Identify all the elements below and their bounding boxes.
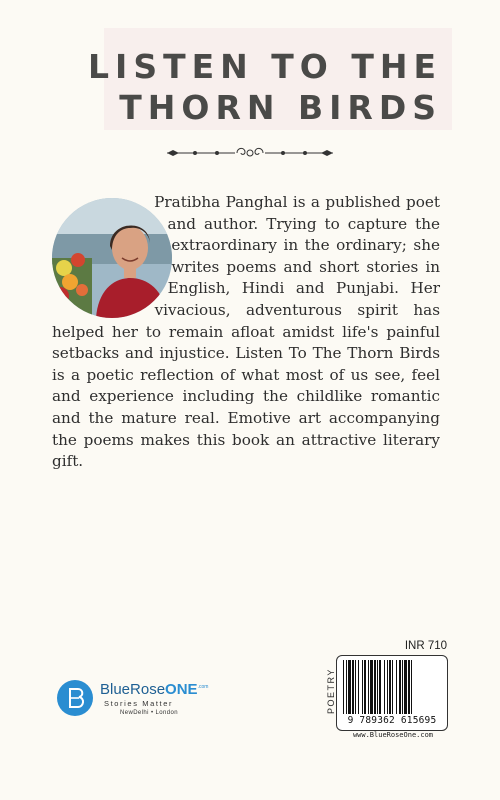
publisher-website: www.BlueRoseOne.com	[352, 731, 434, 739]
back-cover-blurb	[52, 192, 440, 473]
barcode-box	[336, 655, 448, 731]
publisher-name-part2: ONE	[165, 681, 198, 698]
ornament-divider-icon	[165, 144, 335, 162]
publisher-name-part1: BlueRose	[100, 681, 166, 698]
bluerose-logo-icon	[57, 680, 93, 716]
blurb-text: Pratibha Panghal is a published poet and author. Trying to capture the extraordinary in the ordinary; she writes poems and short stories in English, Hindi and Punjabi. Her vivacious, adventurous spirit has helped her to remain afloat amidst life's painful setbacks and injustice. Listen To The Thorn Birds is a poetic reflection of what most of us see, feel and experience including the childlike romantic and the mature real. Emotive art accompanying the poems makes this book an attractive literary gift.	[52, 193, 440, 471]
book-title	[88, 46, 442, 128]
isbn-barcode-icon	[342, 660, 442, 714]
book-title-line-1: LISTEN TO THE	[88, 47, 442, 86]
price-label: INR 710	[404, 640, 447, 652]
book-title-line-2: THORN BIRDS	[119, 88, 442, 127]
isbn-digits: 9 789362 615695	[347, 715, 437, 726]
publisher-cities: NewDelhi • London	[120, 710, 178, 716]
publisher-name	[100, 681, 208, 698]
genre-label: POETRY	[326, 668, 336, 714]
publisher-name-suffix: .com	[197, 684, 209, 690]
publisher-tagline: Stories Matter	[104, 699, 174, 708]
